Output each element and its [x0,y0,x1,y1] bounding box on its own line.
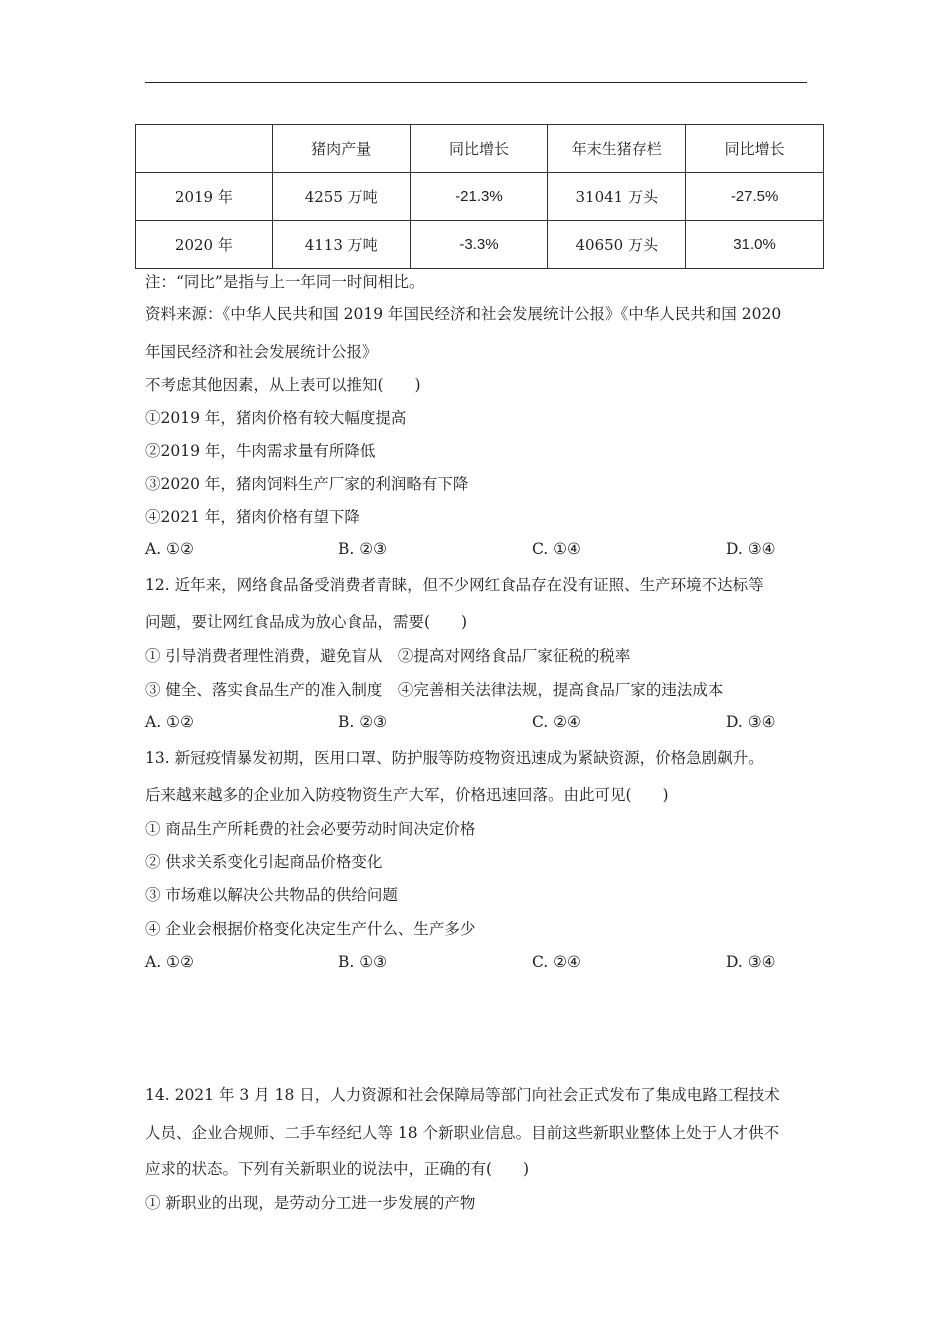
q14-stem: 应求的状态。下列有关新职业的说法中，正确的有( ) [145,1160,530,1178]
table-header: 猪肉产量 [272,125,410,173]
q13-item: ② 供求关系变化引起商品价格变化 [145,853,383,871]
q12-stem: 12. 近年来，网络食品备受消费者青睐，但不少网红食品存在没有证照、生产环境不达标等 [145,576,764,594]
option-c[interactable]: C. ②④ [532,713,581,731]
q11-item: ③2020 年，猪肉饲料生产厂家的利润略有下降 [145,475,469,493]
table-header-row [136,125,824,173]
option-b[interactable]: B. ②③ [338,713,388,731]
q13-item: ③ 市场难以解决公共物品的供给问题 [145,886,398,904]
q11-item: ①2019 年，猪肉价格有较大幅度提高 [145,409,407,427]
q13-stem: 13. 新冠疫情暴发初期，医用口罩、防护服等防疫物资迅速成为紧缺资源，价格急剧飙升。 [145,749,764,767]
q11-options [145,540,805,562]
table-cell: 31.0% [686,221,824,269]
option-d[interactable]: D. ③④ [726,953,776,971]
source-line: 资料来源：《中华人民共和国 2019 年国民经济和社会发展统计公报》《中华人民共和国 2020 [145,305,782,323]
table-cell: -3.3% [410,221,548,269]
q14-item: ① 新职业的出现，是劳动分工进一步发展的产物 [145,1194,476,1212]
table-cell [136,125,273,173]
q13-options [145,953,805,975]
table-row [136,221,824,269]
option-c[interactable]: C. ②④ [532,953,581,971]
option-a[interactable]: A. ①② [145,540,194,558]
table-header: 同比增长 [686,125,824,173]
q12-item: ③ 健全、落实食品生产的准入制度 ④完善相关法律法规，提高食品厂家的违法成本 [145,681,724,699]
option-d[interactable]: D. ③④ [726,713,776,731]
table-cell: 4113 万吨 [272,221,410,269]
table-cell: 31041 万头 [548,173,686,221]
table-cell: -21.3% [410,173,548,221]
option-c[interactable]: C. ①④ [532,540,581,558]
option-a[interactable]: A. ①② [145,713,194,731]
table-header: 同比增长 [410,125,548,173]
q14-stem: 14. 2021 年 3 月 18 日，人力资源和社会保障局等部门向社会正式发布了集成电路工程技术 [145,1086,780,1104]
q11-item: ④2021 年，猪肉价格有望下降 [145,508,360,526]
q13-stem: 后来越来越多的企业加入防疫物资生产大军，价格迅速回落。由此可见( ) [145,786,669,804]
source-line: 年国民经济和社会发展统计公报》 [145,343,378,361]
q12-item: ① 引导消费者理性消费，避免盲从 ②提高对网络食品厂家征税的税率 [145,647,631,665]
pork-data-table [135,124,824,269]
header-rule [145,82,807,83]
table-note: 注：“同比”是指与上一年同一时间相比。 [145,273,425,291]
q14-stem: 人员、企业合规师、二手车经纪人等 18 个新职业信息。目前这些新职业整体上处于人才供不 [145,1124,780,1142]
q11-stem: 不考虑其他因素，从上表可以推知( ) [145,376,421,394]
option-a[interactable]: A. ①② [145,953,194,971]
table-cell: 2019 年 [136,173,273,221]
table-header: 年末生猪存栏 [548,125,686,173]
q12-stem: 问题，要让网红食品成为放心食品，需要( ) [145,613,468,631]
option-b[interactable]: B. ①③ [338,953,388,971]
table-cell: 40650 万头 [548,221,686,269]
q12-options [145,713,805,735]
table-cell: -27.5% [686,173,824,221]
table-cell: 2020 年 [136,221,273,269]
option-b[interactable]: B. ②③ [338,540,388,558]
q13-item: ④ 企业会根据价格变化决定生产什么、生产多少 [145,920,476,938]
q13-item: ① 商品生产所耗费的社会必要劳动时间决定价格 [145,820,476,838]
option-d[interactable]: D. ③④ [726,540,776,558]
table-row [136,173,824,221]
table-cell: 4255 万吨 [272,173,410,221]
q11-item: ②2019 年，牛肉需求量有所降低 [145,442,376,460]
